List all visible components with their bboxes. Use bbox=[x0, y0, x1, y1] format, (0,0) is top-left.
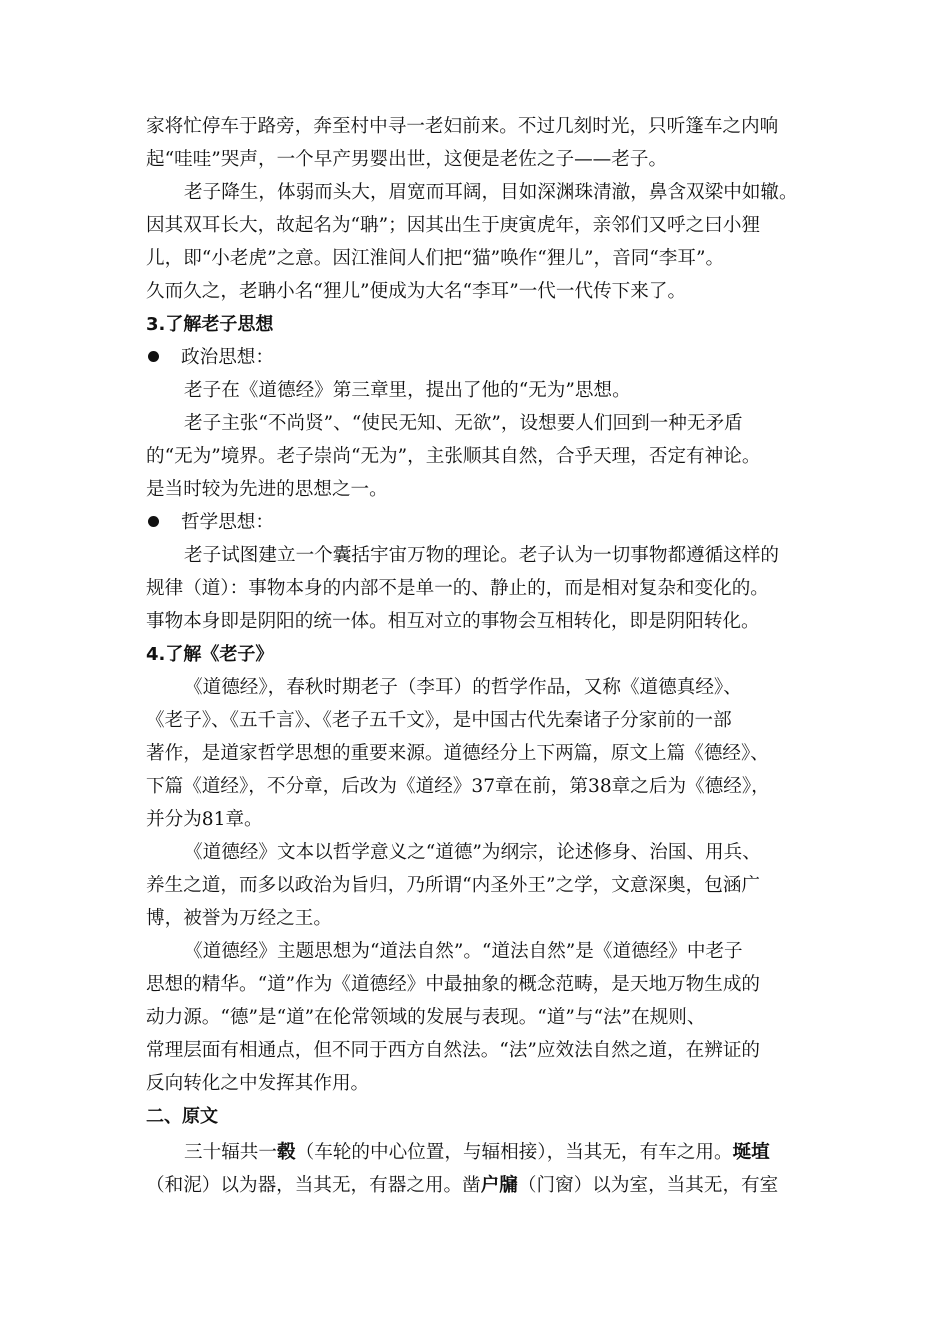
bullet-icon bbox=[148, 351, 159, 362]
line-text: 因其双耳长大，故起名为“聃”；因其出生于庚寅虎年，亲邻们又呼之曰小狸 bbox=[146, 215, 761, 236]
paragraph-line bbox=[146, 739, 769, 769]
line-text: 老子在《道德经》第三章里，提出了他的“无为”思想。 bbox=[184, 380, 631, 401]
line-text: 著作，是道家哲学思想的重要来源。道德经分上下两篇，原文上篇《德经》、 bbox=[146, 743, 769, 764]
line-text: 是当时较为先进的思想之一。 bbox=[146, 479, 388, 500]
line-text: 儿，即“小老虎”之意。因江淮间人们把“猫”唤作“狸儿”，音同“李耳”。 bbox=[146, 248, 725, 269]
bullet-label: 政治思想： bbox=[181, 347, 274, 368]
text-run-bold: 毂 bbox=[276, 1142, 296, 1163]
line-text: 老子主张“不尚贤”、“使民无知、无欲”，设想要人们回到一种无矛盾 bbox=[184, 413, 743, 434]
line-text: 《道德经》文本以哲学意义之“道德”为纲宗，论述修身、治国、用兵、 bbox=[184, 842, 761, 863]
heading-text: 3.了解老子思想 bbox=[146, 314, 274, 335]
paragraph-line bbox=[146, 607, 760, 637]
line-text: 事物本身即是阴阳的统一体。相互对立的事物会互相转化，即是阴阳转化。 bbox=[146, 611, 760, 632]
line-text: 规律（道）：事物本身的内部不是单一的、静止的，而是相对复杂和变化的。 bbox=[146, 578, 769, 599]
paragraph-line bbox=[146, 277, 686, 307]
text-run-bold: 户牖 bbox=[480, 1175, 518, 1196]
line-text: 博，被誉为万经之王。 bbox=[146, 908, 332, 929]
paragraph-line bbox=[146, 145, 667, 175]
heading-text: 二、原文 bbox=[146, 1106, 218, 1127]
line-text: 反向转化之中发挥其作用。 bbox=[146, 1073, 370, 1094]
line-text: 《道德经》主题思想为“道法自然”。“道法自然”是《道德经》中老子 bbox=[184, 941, 743, 962]
bullet-icon bbox=[148, 516, 159, 527]
section-heading bbox=[146, 640, 273, 670]
paragraph-line bbox=[184, 409, 743, 439]
original-text-line bbox=[146, 1171, 778, 1201]
line-text: 常理层面有相通点，但不同于西方自然法。“法”应效法自然之道，在辨证的 bbox=[146, 1040, 761, 1061]
line-text: 老子降生，体弱而头大，眉宽而耳阔，目如深渊珠清澈，鼻含双梁中如辙。 bbox=[184, 182, 798, 203]
line-text: 并分为81章。 bbox=[146, 809, 263, 830]
section-heading bbox=[146, 310, 273, 340]
paragraph-line bbox=[184, 178, 798, 208]
paragraph-line bbox=[146, 574, 769, 604]
line-text: 家将忙停车于路旁，奔至村中寻一老妇前来。不过几刻时光，只听篷车之内响 bbox=[146, 116, 779, 137]
line-text: 老子试图建立一个囊括宇宙万物的理论。老子认为一切事物都遵循这样的 bbox=[184, 545, 780, 566]
bullet-label: 哲学思想： bbox=[181, 512, 274, 533]
paragraph-line bbox=[146, 1003, 705, 1033]
text-run: （车轮的中心位置，与辐相接），当其无，有车之用。 bbox=[295, 1142, 733, 1163]
paragraph-line bbox=[146, 904, 332, 934]
paragraph-line bbox=[146, 871, 760, 901]
line-text: 动力源。“德”是“道”在伦常领域的发展与表现。“道”与“法”在规则、 bbox=[146, 1007, 706, 1028]
paragraph-line bbox=[146, 211, 760, 241]
bullet-item bbox=[146, 508, 274, 538]
paragraph-line bbox=[146, 442, 760, 472]
paragraph-line bbox=[184, 541, 779, 571]
original-text-line bbox=[184, 1138, 770, 1168]
section-heading bbox=[146, 1102, 218, 1132]
line-text: 养生之道，而多以政治为旨归，乃所谓“内圣外王”之学，文意深奥，包涵广 bbox=[146, 875, 761, 896]
text-run: （门窗）以为室，当其无，有室 bbox=[517, 1175, 779, 1196]
paragraph-line bbox=[146, 970, 760, 1000]
text-run: （和泥）以为器，当其无，有器之用。凿 bbox=[146, 1175, 481, 1196]
paragraph-line bbox=[184, 673, 742, 703]
line-text: 《道德经》，春秋时期老子（李耳）的哲学作品，又称《道德真经》、 bbox=[184, 677, 742, 698]
heading-text: 4.了解《老子》 bbox=[146, 644, 274, 665]
paragraph-line bbox=[146, 1069, 369, 1099]
paragraph-line bbox=[146, 805, 263, 835]
text-run-bold: 埏埴 bbox=[732, 1142, 770, 1163]
line-text: 起“哇哇”哭声，一个早产男婴出世，这便是老佐之子——老子。 bbox=[146, 149, 668, 170]
text-run: 三十辐共一 bbox=[184, 1142, 277, 1163]
line-text: 的“无为”境界。老子崇尚“无为”，主张顺其自然，合乎天理，否定有神论。 bbox=[146, 446, 761, 467]
paragraph-line bbox=[146, 1036, 760, 1066]
line-text: 思想的精华。“道”作为《道德经》中最抽象的概念范畴，是天地万物生成的 bbox=[146, 974, 761, 995]
line-text: 久而久之，老聃小名“狸儿”便成为大名“李耳”一代一代传下来了。 bbox=[146, 281, 687, 302]
paragraph-line bbox=[146, 706, 732, 736]
paragraph-line bbox=[146, 475, 388, 505]
paragraph-line bbox=[146, 772, 770, 802]
paragraph-line bbox=[184, 376, 631, 406]
bullet-item bbox=[146, 343, 274, 373]
paragraph-line bbox=[184, 838, 761, 868]
paragraph-line bbox=[184, 937, 743, 967]
line-text: 下篇《道经》，不分章，后改为《道经》37章在前，第38章之后为《德经》， bbox=[146, 776, 770, 797]
line-text: 《老子》、《五千言》、《老子五千文》，是中国古代先秦诸子分家前的一部 bbox=[146, 710, 732, 731]
paragraph-line bbox=[146, 112, 778, 142]
paragraph-line bbox=[146, 244, 724, 274]
